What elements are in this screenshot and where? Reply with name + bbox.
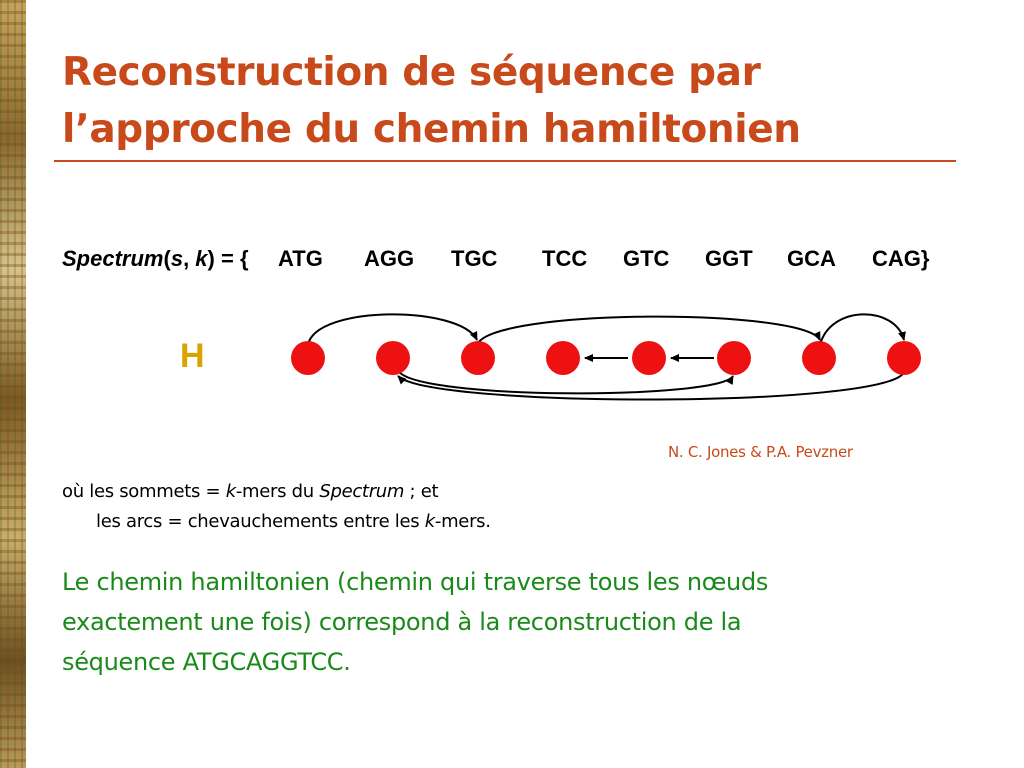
slide-title-line-1: Reconstruction de séquence par	[62, 50, 761, 95]
kmer-item: AGG	[364, 246, 415, 271]
conclusion-text	[62, 562, 942, 682]
conclusion-line-2: exactement une fois) correspond à la reconstruction de la	[62, 608, 742, 636]
edge-tgc-gca	[477, 317, 820, 345]
node-ggt	[717, 341, 751, 375]
title-divider	[54, 160, 956, 162]
spectrum-word: Spectrum	[62, 246, 164, 271]
kmer-item: CAG}	[872, 246, 930, 271]
kmer-item: ATG	[278, 246, 323, 271]
slide-title	[62, 44, 962, 158]
description-k: k	[424, 511, 435, 532]
edge-atg-tgc	[308, 314, 477, 345]
credit-text: N. C. Jones & P.A. Pevzner	[668, 443, 853, 461]
spectrum-open-paren: (	[163, 246, 171, 271]
description-text: ; et	[404, 481, 439, 502]
node-tcc	[546, 341, 580, 375]
conclusion-line-3: séquence ATGCAGGTCC.	[62, 648, 351, 676]
node-cag	[887, 341, 921, 375]
kmer-item: TGC	[451, 246, 498, 271]
edge-gca-cag	[820, 314, 904, 345]
description-text: -mers.	[434, 511, 491, 532]
spectrum-comma: ,	[183, 246, 196, 271]
description-text: où les sommets =	[62, 481, 226, 502]
kmer-item: GGT	[705, 246, 753, 271]
node-gtc	[632, 341, 666, 375]
spectrum-s: s	[170, 246, 184, 271]
description-text: les arcs = chevauchements entre les	[96, 511, 425, 532]
edge-cag-agg	[398, 372, 904, 400]
graph-label: H	[180, 337, 205, 375]
node-atg	[291, 341, 325, 375]
spectrum-definition	[62, 246, 962, 276]
kmer-item: GTC	[623, 246, 670, 271]
description-line-1	[62, 481, 438, 502]
kmer-item: GCA	[787, 246, 836, 271]
node-agg	[376, 341, 410, 375]
description-line-2	[96, 511, 491, 532]
node-gca	[802, 341, 836, 375]
slide-title-line-2: l’approche du chemin hamiltonien	[62, 107, 801, 152]
spectrum-k: k	[195, 246, 208, 271]
description-spectrum: Spectrum	[319, 481, 405, 502]
spectrum-label	[62, 246, 249, 272]
hamiltonian-graph	[0, 300, 1024, 410]
description-k: k	[225, 481, 236, 502]
spectrum-close: ) = {	[207, 246, 249, 271]
description-text: -mers du	[235, 481, 320, 502]
node-tgc	[461, 341, 495, 375]
conclusion-line-1: Le chemin hamiltonien (chemin qui traverse tous les nœuds	[62, 568, 769, 596]
kmer-item: TCC	[542, 246, 588, 271]
